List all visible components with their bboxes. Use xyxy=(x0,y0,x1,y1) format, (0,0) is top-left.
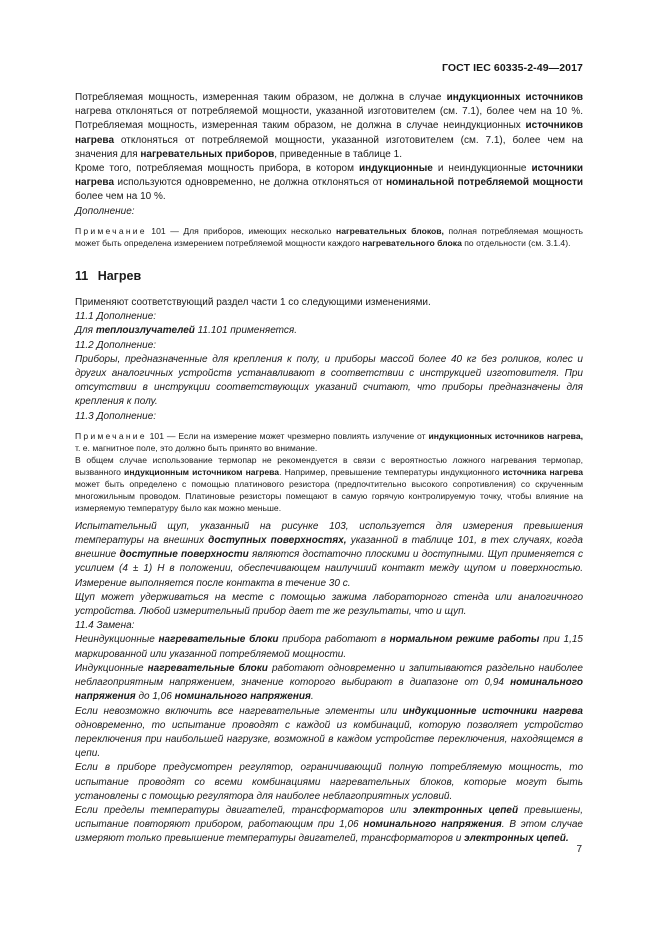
paragraph-probe-clamp: Щуп может удерживаться на месте с помощью зажима лабораторного стенда или аналогичного устройства. Любой измерительный прибор дает те же результаты, что и щуп. xyxy=(75,591,583,618)
note-101-heating-units: Примечание 101 — Для приборов, имеющих несколько нагревательных блоков, полная потребляемая мощность может быть определена измерением потребляемой мощности каждого нагревательного блока по отдельности (см. 3.1.4). xyxy=(75,225,584,248)
paragraph-power-deviation: Потребляемая мощность, измеренная таким образом, не должна в случае индукционных источников нагрева отклоняться от потребляемой мощности, указанной изготовителем (см. 7.1), более чем на 10 %. Потребляемая мощность, измеренная таким образом, не должна в случае неиндукционных источников нагрева отклоняться от потребляемой мощности, указанной изготовителем (см. 7.1), более чем на значения для нагревательных приборов, приведенные в таблице 1. xyxy=(75,92,583,160)
paragraph-combinations: Если невозможно включить все нагревательные элементы или индукционные источники нагрева одновременно, то испытание проводят с каждой из комбинаций, которую позволяет устройство переключения при наибольшей нагрузке, возможной в каждом устройстве переключения, находящемся в цепи. xyxy=(75,705,583,760)
paragraph-temperature-limits: Если пределы температуры двигателей, трансформаторов или электронных цепей превышены, испытание повторяют прибором, работающим при 1,06 номинального напряжения. В этом случае измеряют только превышение температуры двигателей, трансформаторов и электронных цепей. xyxy=(75,804,583,845)
section-heading xyxy=(75,269,583,283)
paragraph-regulator: Если в приборе предусмотрен регулятор, ограничивающий полную потребляемую мощность, то испытание проводят со всеми комбинациями нагревательных блоков, которые могут быть установлены с помощью регулятора для наиболее неблагоприятных условий. xyxy=(75,762,583,802)
section-number: 11 xyxy=(75,268,89,283)
paragraph-induction-units: Индукционные нагревательные блоки работают одновременно и запитываются раздельно наиболее неблагоприятным напряжением, значение которого выбирают в диапазоне от 0,94 номинального напряжения до 1,06 номинального напряжения. xyxy=(75,662,583,703)
clause-11-2-label: 11.2 Дополнение: xyxy=(75,339,157,351)
note-101-induction-radiation: Примечание 101 — Если на измерение может чрезмерно повлиять излучение от индукционных источников нагрева, т. е. магнитное поле, это должно быть принято во внимание. xyxy=(75,430,584,453)
page-number: 7 xyxy=(576,844,582,855)
note-thermocouples: В общем случае использование термопар не рекомендуется в связи с вероятностью ложного нагревания термопар, вызванного индукционным источником нагрева. Например, превышение температуры индукционного источника нагрева может быть определено с помощью платинового резистора (предпочтительно высокого сопротивления) со скрученным многожильным проводом. Платиновые резисторы помещают в самую горячую контролируемую точку, чтобы влияние на измеряемую температуру было как можно меньше. xyxy=(75,454,583,513)
addition-label: Дополнение: xyxy=(75,205,135,217)
clause-11-3-label: 11.3 Дополнение: xyxy=(75,410,157,422)
paragraph-combined-power: Кроме того, потребляемая мощность прибора, в котором индукционные и неиндукционные источники нагрева используются одновременно, не должна отклоняться от номинальной потребляемой мощности более чем на 10 %. xyxy=(75,163,583,203)
paragraph-part1-applies: Применяют соответствующий раздел части 1 со следующими изменениями. xyxy=(75,297,431,309)
paragraph-non-induction-units: Неиндукционные нагревательные блоки прибора работают в нормальном режиме работы при 1,15 маркированной или указанной потребляемой мощности. xyxy=(75,634,583,660)
paragraph-test-probe: Испытательный щуп, указанный на рисунке 103, используется для измерения превышения температуры на внешних доступных поверхностях, указанной в таблице 101, в тех случаях, когда внешние доступные поверхности являются достаточно плоскими и доступными. Щуп применяется с усилием (4 ± 1) Н в положении, обеспечивающем наилучший контакт между щупом и поверхностью. Измерение выполняется после контакта в течение 30 с. xyxy=(75,520,583,589)
standard-header: ГОСТ IEC 60335-2-49—2017 xyxy=(441,62,583,74)
paragraph-heaters: Для теплоизлучателей 11.101 применяется. xyxy=(75,325,297,337)
paragraph-floor-mounting: Приборы, предназначенные для крепления к полу, и приборы массой более 40 кг без роликов, колес и других аналогичных устройств устанавливают в соответствии с инструкцией изготовителя. При отсутствии в инструкции соответствующих указаний считают, что приборы предназначены для крепления к полу. xyxy=(75,353,583,408)
section-title: Нагрев xyxy=(97,268,142,283)
page-content xyxy=(75,91,583,847)
clause-11-4-label: 11.4 Замена: xyxy=(75,620,135,632)
clause-11-1-label: 11.1 Дополнение: xyxy=(75,311,157,323)
